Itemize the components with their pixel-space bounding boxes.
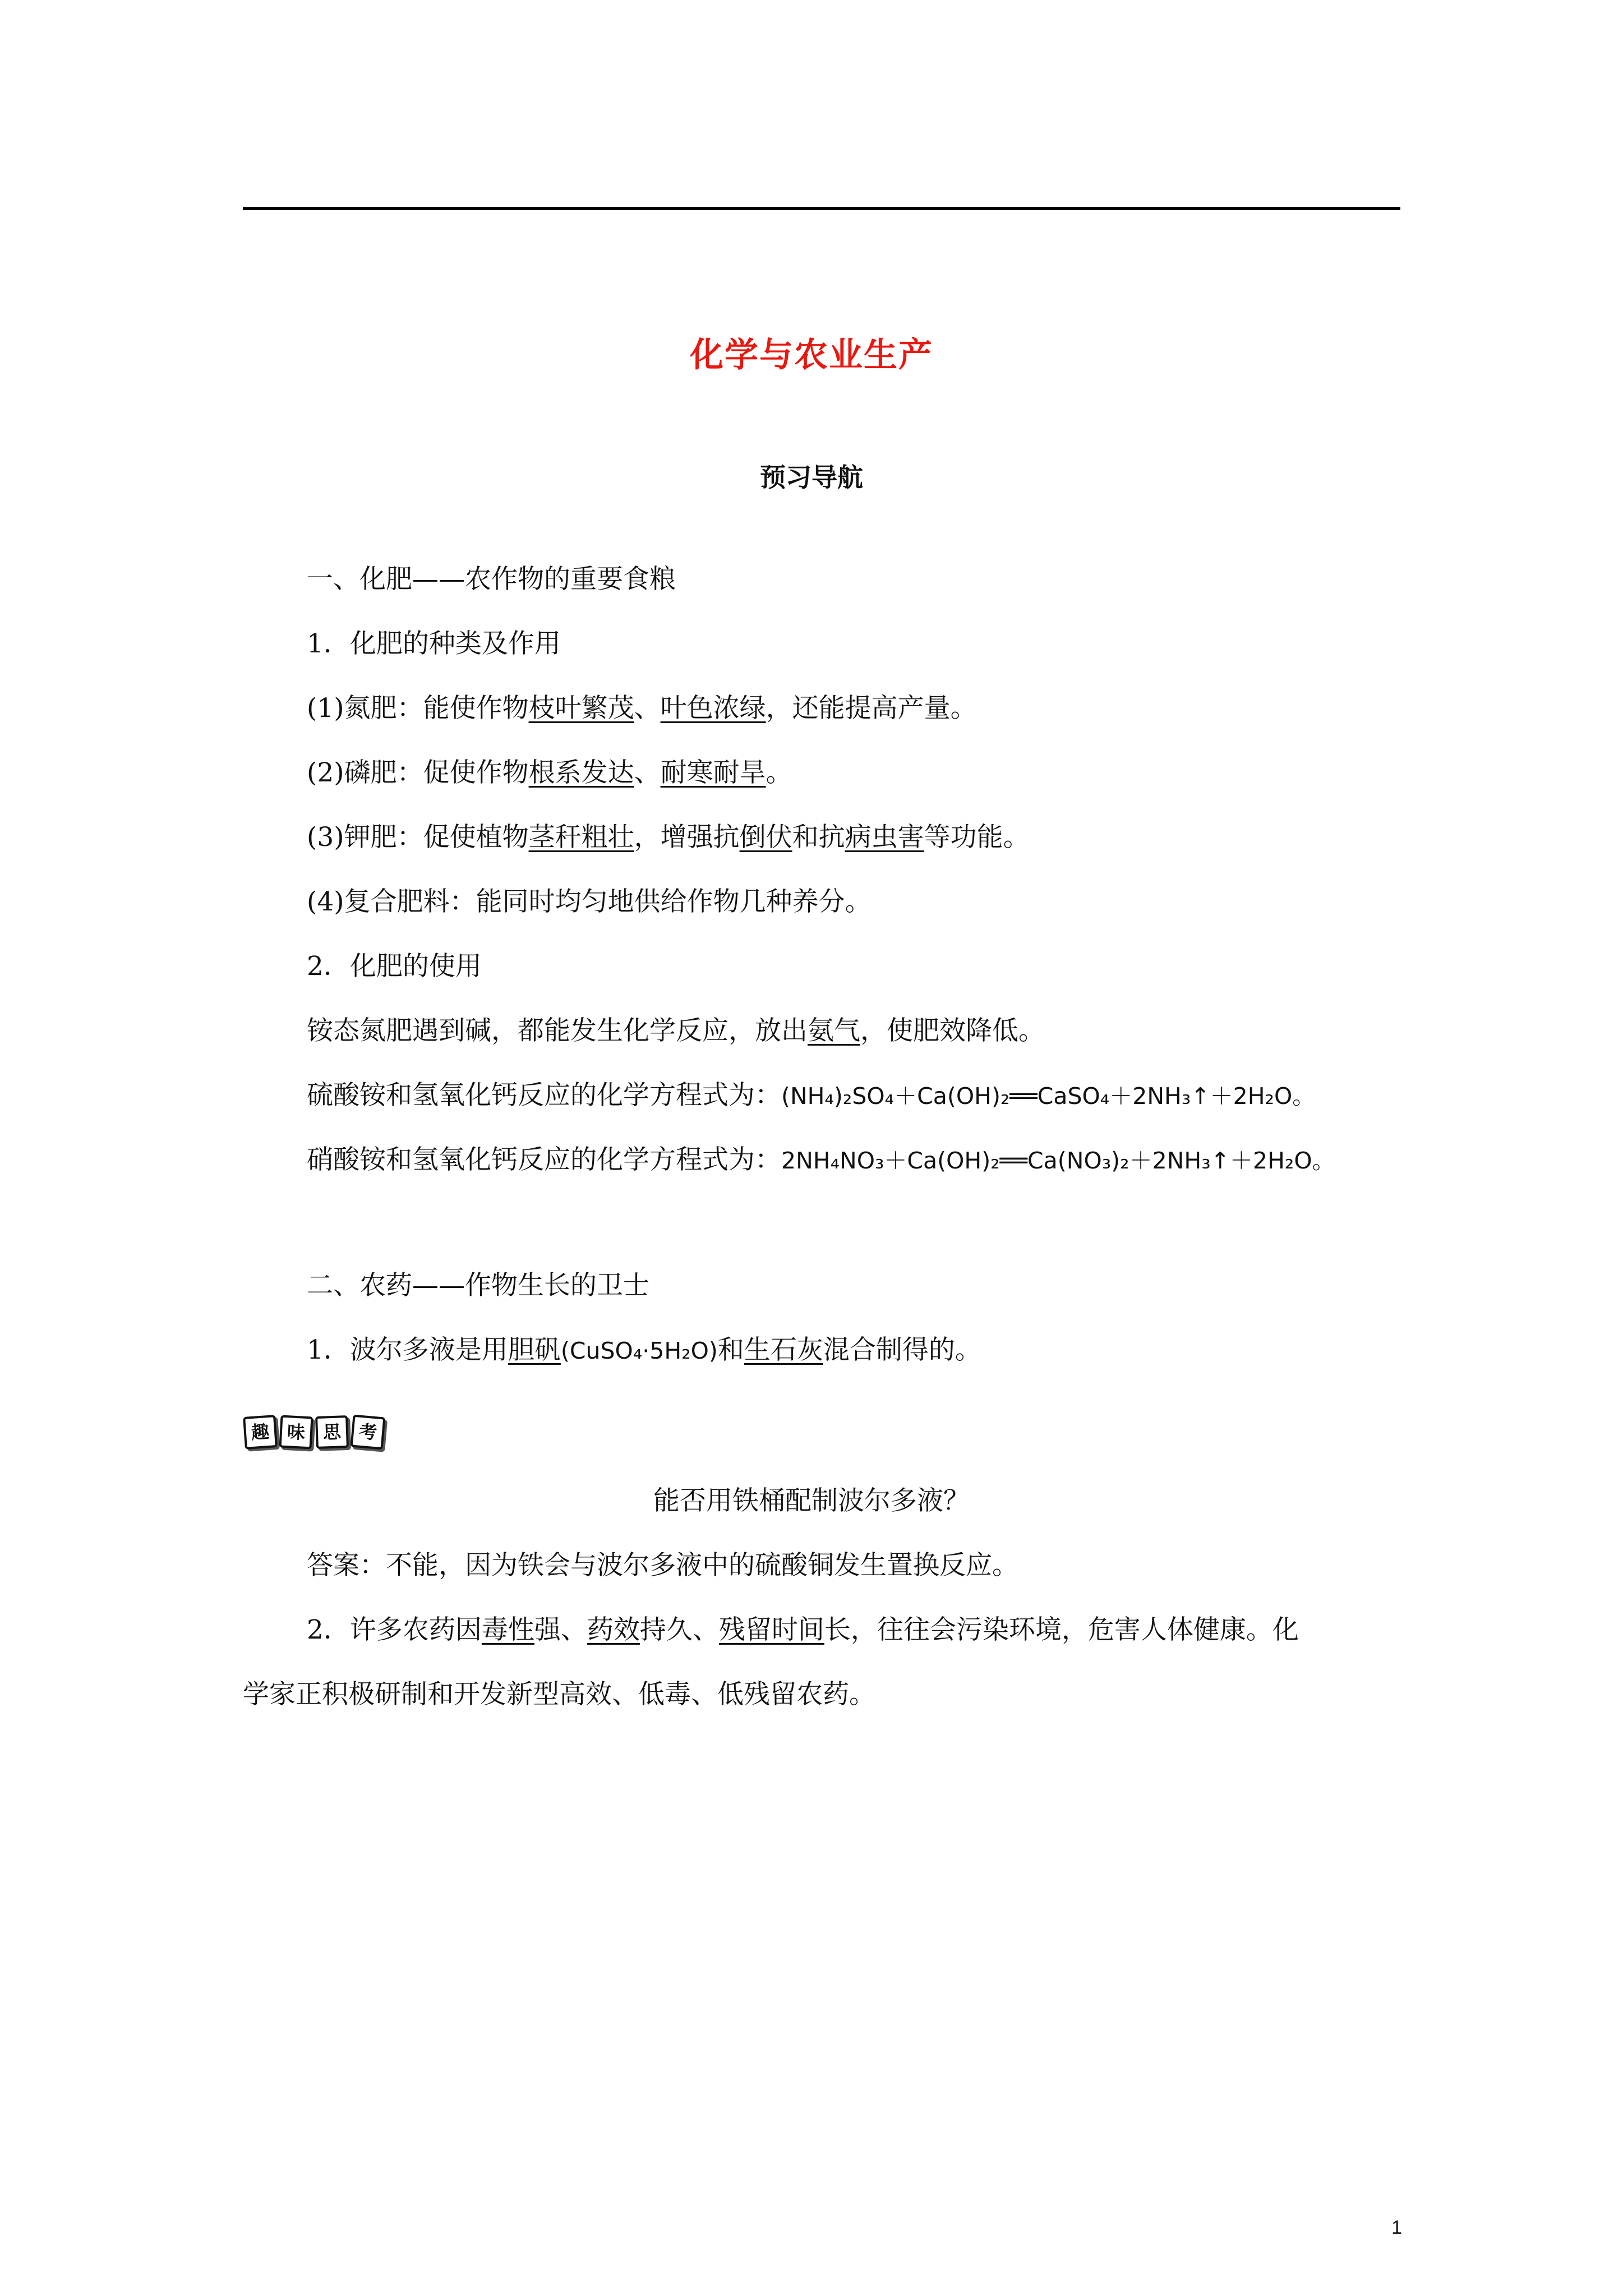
item1-heading: 1．化肥的种类及作用 xyxy=(307,628,561,659)
line-text: ，使肥效降低。 xyxy=(860,1015,1045,1046)
chemical-equation: 2NH₄NO₃＋Ca(OH)₂══Ca(NO₃)₂＋2NH₃↑＋2H₂O。 xyxy=(781,1147,1335,1174)
line-text: 硝酸铵和氢氧化钙反应的化学方程式为： xyxy=(307,1144,781,1175)
underlined-answer: 耐寒耐旱 xyxy=(660,757,766,788)
ammonium-fertilizer-line xyxy=(307,1014,1045,1048)
section-subtitle: 预习导航 xyxy=(760,462,863,493)
badge-char: 趣 xyxy=(243,1415,278,1450)
header-rule xyxy=(243,207,1400,210)
line-text: 长，往往会污染环境，危害人体健康。化 xyxy=(824,1614,1299,1645)
nitrogen-fertilizer-line xyxy=(307,692,977,725)
section2-heading: 二、农药——作物生长的卫士 xyxy=(307,1270,649,1301)
underlined-answer: 根系发达 xyxy=(528,757,634,788)
line-text: 2．许多农药因 xyxy=(307,1614,482,1645)
pesticide-line-continued: 学家正积极研制和开发新型高效、低毒、低残留农药。 xyxy=(243,1679,875,1710)
underlined-answer: 毒性 xyxy=(481,1614,534,1645)
underlined-answer: 病虫害 xyxy=(845,822,924,853)
line-text: 混合制得的。 xyxy=(823,1335,981,1365)
answer-line: 答案：不能，因为铁会与波尔多液中的硫酸铜发生置换反应。 xyxy=(307,1550,1018,1581)
underlined-answer: 枝叶繁茂 xyxy=(528,693,634,724)
line-text: 强、 xyxy=(534,1614,587,1645)
line-text: (2)磷肥：促使作物 xyxy=(307,757,529,788)
chemical-equation: (NH₄)₂SO₄＋Ca(OH)₂══CaSO₄＋2NH₃↑＋2H₂O。 xyxy=(781,1083,1316,1110)
underlined-answer: 叶色浓绿 xyxy=(660,693,766,724)
badge-char: 思 xyxy=(315,1415,349,1449)
line-text: 硫酸铵和氢氧化钙反应的化学方程式为： xyxy=(307,1080,781,1111)
equation-ammonium-nitrate xyxy=(307,1143,1335,1177)
potassium-fertilizer-line xyxy=(307,821,1030,854)
line-text: (3)钾肥：促使植物 xyxy=(307,822,529,853)
line-text: ，增强抗 xyxy=(634,822,740,853)
phosphorus-fertilizer-line xyxy=(307,756,792,790)
compound-fertilizer-line: (4)复合肥料：能同时均匀地供给作物几种养分。 xyxy=(307,886,872,917)
underlined-answer: 倒伏 xyxy=(739,822,792,853)
underlined-answer: 药效 xyxy=(587,1614,640,1645)
underlined-answer: 残留时间 xyxy=(718,1614,824,1645)
section1-heading: 一、化肥——农作物的重要食粮 xyxy=(307,564,676,595)
line-text: (1)氮肥：能使作物 xyxy=(307,693,529,724)
line-text: ，还能提高产量。 xyxy=(766,693,977,724)
fun-thinking-badge xyxy=(244,1416,384,1448)
badge-char: 考 xyxy=(351,1415,386,1450)
underlined-answer: 茎秆粗壮 xyxy=(528,822,634,853)
line-text: 1．波尔多液是用 xyxy=(307,1335,508,1365)
underlined-answer: 生石灰 xyxy=(744,1335,823,1365)
line-text: 和抗 xyxy=(792,822,845,853)
equation-ammonium-sulfate xyxy=(307,1079,1315,1113)
underlined-answer: 胆矾 xyxy=(508,1335,561,1365)
line-text: 持久、 xyxy=(639,1614,719,1645)
line-text: 。 xyxy=(766,757,792,788)
document-title: 化学与农业生产 xyxy=(690,335,933,375)
thinking-question: 能否用铁桶配制波尔多液？ xyxy=(653,1485,970,1516)
underlined-answer: 氨气 xyxy=(808,1015,860,1046)
page-number: 1 xyxy=(1391,2217,1402,2238)
badge-char: 味 xyxy=(279,1415,313,1450)
chemical-formula: (CuSO₄·5H₂O) xyxy=(560,1337,718,1364)
line-text: 和 xyxy=(717,1335,744,1365)
bordeaux-mixture-line xyxy=(307,1333,981,1368)
line-text: 、 xyxy=(634,757,661,788)
line-text: 铵态氮肥遇到碱，都能发生化学反应，放出 xyxy=(307,1015,808,1046)
pesticide-line xyxy=(307,1613,1299,1647)
item2-heading: 2．化肥的使用 xyxy=(307,951,482,982)
line-text: 等功能。 xyxy=(924,822,1030,853)
line-text: 、 xyxy=(634,693,661,724)
